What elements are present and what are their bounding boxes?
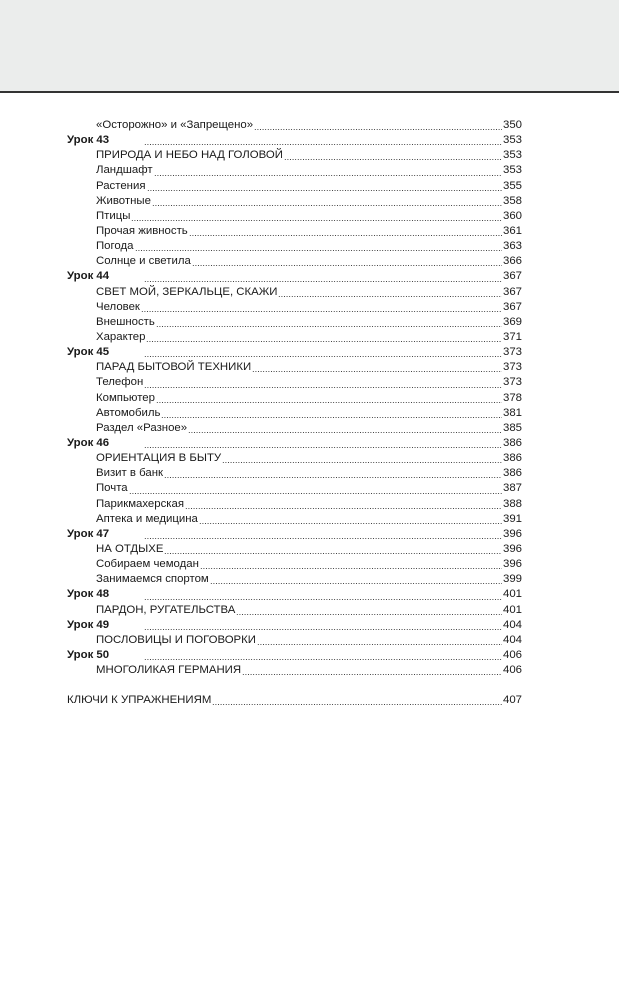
dot-leader xyxy=(156,326,502,327)
toc-page-number: 399 xyxy=(502,573,522,586)
toc-entry-title: Визит в банк xyxy=(96,467,164,480)
toc-page-number: 373 xyxy=(502,376,522,389)
toc-lesson-row xyxy=(67,527,522,542)
toc-entry-row xyxy=(67,406,522,421)
toc-entry-row xyxy=(67,572,522,587)
toc-page-number: 367 xyxy=(502,270,522,283)
toc-entry-row xyxy=(67,209,522,224)
toc-entry-title: Аптека и медицина xyxy=(96,512,198,525)
dot-leader xyxy=(185,508,502,509)
toc-entry-row xyxy=(67,224,522,239)
toc-page-number: 401 xyxy=(502,588,522,601)
toc-entry-title: Птицы xyxy=(96,209,131,222)
dot-leader xyxy=(144,538,502,539)
toc-entry-row xyxy=(67,360,522,375)
dot-leader xyxy=(161,417,502,418)
lesson-heading: Урок 50 xyxy=(67,648,110,661)
toc-entry-row xyxy=(67,285,522,300)
toc-entry-row xyxy=(67,179,522,194)
toc-entry-title: КЛЮЧИ К УПРАЖНЕНИЯМ xyxy=(67,694,212,707)
toc-entry-title: Растения xyxy=(96,179,146,192)
toc-page-number: 386 xyxy=(502,467,522,480)
toc-entry-row xyxy=(67,315,522,330)
toc-entry-row xyxy=(67,481,522,496)
dot-leader xyxy=(147,190,502,191)
lesson-heading: Урок 48 xyxy=(67,588,110,601)
toc-entry-title: Автомобиль xyxy=(96,406,161,419)
toc-page-number: 381 xyxy=(502,406,522,419)
dot-leader xyxy=(254,129,502,130)
toc-entry-row xyxy=(67,421,522,436)
toc-entry-row xyxy=(67,603,522,618)
lesson-heading: Урок 46 xyxy=(67,436,110,449)
dot-leader xyxy=(199,523,502,524)
toc-page-number: 391 xyxy=(502,512,522,525)
toc-page-number: 367 xyxy=(502,285,522,298)
toc-page-number: 353 xyxy=(502,149,522,162)
dot-leader xyxy=(212,704,502,705)
toc-entry-row xyxy=(67,497,522,512)
toc-entry-title: Прочая живность xyxy=(96,224,188,237)
toc-entry-row xyxy=(67,239,522,254)
toc-entry-title: Ландшафт xyxy=(96,164,153,177)
dot-leader xyxy=(284,159,502,160)
toc-page-number: 387 xyxy=(502,482,522,495)
dot-leader xyxy=(144,281,502,282)
toc-entry-row xyxy=(67,451,522,466)
toc-page-number: 401 xyxy=(502,603,522,616)
toc-page-number: 388 xyxy=(502,497,522,510)
dot-leader xyxy=(135,250,502,251)
dot-leader xyxy=(222,462,502,463)
toc-entry-row xyxy=(67,148,522,163)
lesson-heading: Урок 45 xyxy=(67,346,110,359)
toc-entry-title: Почта xyxy=(96,482,128,495)
dot-leader xyxy=(252,371,502,372)
toc-entry-title: «Осторожно» и «Запрещено» xyxy=(96,119,254,131)
toc-lesson-row xyxy=(67,345,522,360)
table-of-contents xyxy=(67,118,522,708)
dot-leader xyxy=(144,599,502,600)
toc-entry-row xyxy=(67,693,522,708)
dot-leader xyxy=(144,387,502,388)
toc-page-number: 396 xyxy=(502,542,522,555)
toc-page-number: 350 xyxy=(502,119,522,131)
toc-entry-title: НА ОТДЫХЕ xyxy=(96,542,164,555)
toc-lesson-row xyxy=(67,587,522,602)
dot-leader xyxy=(131,220,502,221)
toc-page-number: 369 xyxy=(502,315,522,328)
toc-page-number: 371 xyxy=(502,330,522,343)
toc-page-number: 385 xyxy=(502,421,522,434)
toc-entry-title: ОРИЕНТАЦИЯ В БЫТУ xyxy=(96,452,222,465)
toc-entry-row xyxy=(67,375,522,390)
dot-leader xyxy=(144,356,502,357)
toc-page-number: 367 xyxy=(502,300,522,313)
toc-entry-title: ПРИРОДА И НЕБО НАД ГОЛОВОЙ xyxy=(96,149,283,162)
dot-leader xyxy=(257,644,502,645)
dot-leader xyxy=(152,205,502,206)
toc-entry-row xyxy=(67,391,522,406)
dot-leader xyxy=(210,583,502,584)
toc-page-number: 361 xyxy=(502,224,522,237)
toc-entry-row xyxy=(67,512,522,527)
dot-leader xyxy=(144,659,502,660)
toc-entry-title: ПОСЛОВИЦЫ И ПОГОВОРКИ xyxy=(96,633,256,646)
dot-leader xyxy=(242,674,502,675)
dot-leader xyxy=(146,341,502,342)
toc-lesson-row xyxy=(67,436,522,451)
toc-entry-title: ПАРДОН, РУГАТЕЛЬСТВА xyxy=(96,603,236,616)
toc-entry-row xyxy=(67,300,522,315)
toc-entry-row xyxy=(67,118,522,133)
toc-entry-title: Внешность xyxy=(96,315,155,328)
toc-entry-title: Погода xyxy=(96,240,134,253)
toc-entry-title: Парикмахерская xyxy=(96,497,185,510)
dot-leader xyxy=(154,175,502,176)
dot-leader xyxy=(144,144,502,145)
dot-leader xyxy=(144,447,502,448)
toc-page-number: 373 xyxy=(502,346,522,359)
toc-entry-title: Человек xyxy=(96,300,140,313)
dot-leader xyxy=(129,493,502,494)
toc-entry-row xyxy=(67,663,522,678)
dot-leader xyxy=(164,477,502,478)
dot-leader xyxy=(141,311,502,312)
page-header-band xyxy=(0,0,619,93)
toc-page-number: 386 xyxy=(502,436,522,449)
toc-entry-title: Характер xyxy=(96,330,146,343)
toc-entry-title: ПАРАД БЫТОВОЙ ТЕХНИКИ xyxy=(96,361,252,374)
toc-entry-title: Собираем чемодан xyxy=(96,558,199,571)
toc-page-number: 358 xyxy=(502,194,522,207)
toc-lesson-row xyxy=(67,648,522,663)
dot-leader xyxy=(164,553,502,554)
lesson-heading: Урок 44 xyxy=(67,270,110,283)
toc-entry-row xyxy=(67,194,522,209)
toc-entry-row xyxy=(67,466,522,481)
dot-leader xyxy=(189,235,502,236)
toc-page-number: 363 xyxy=(502,240,522,253)
lesson-heading: Урок 49 xyxy=(67,618,110,631)
toc-lesson-row xyxy=(67,618,522,633)
dot-leader xyxy=(188,432,502,433)
toc-entry-title: Занимаемся спортом xyxy=(96,573,209,586)
toc-page-number: 407 xyxy=(502,694,522,707)
toc-lesson-row xyxy=(67,269,522,284)
toc-page-number: 353 xyxy=(502,164,522,177)
toc-entry-row xyxy=(67,163,522,178)
toc-entry-row xyxy=(67,542,522,557)
toc-entry-title: СВЕТ МОЙ, ЗЕРКАЛЬЦЕ, СКАЖИ xyxy=(96,285,278,298)
lesson-heading: Урок 43 xyxy=(67,134,110,147)
toc-entry-title: Животные xyxy=(96,194,151,207)
toc-entry-row xyxy=(67,254,522,269)
toc-entry-row xyxy=(67,557,522,572)
toc-entry-row xyxy=(67,330,522,345)
toc-page-number: 396 xyxy=(502,558,522,571)
toc-page-number: 366 xyxy=(502,255,522,268)
toc-page-number: 406 xyxy=(502,664,522,677)
dot-leader xyxy=(236,614,502,615)
toc-entry-title: МНОГОЛИКАЯ ГЕРМАНИЯ xyxy=(96,664,242,677)
toc-page-number: 355 xyxy=(502,179,522,192)
dot-leader xyxy=(156,402,502,403)
toc-entry-title: Солнце и светила xyxy=(96,255,191,268)
toc-page-number: 386 xyxy=(502,452,522,465)
toc-entry-title: Раздел «Разное» xyxy=(96,421,188,434)
toc-page-number: 404 xyxy=(502,618,522,631)
toc-entry-title: Телефон xyxy=(96,376,144,389)
toc-lesson-row xyxy=(67,133,522,148)
toc-page-number: 404 xyxy=(502,633,522,646)
dot-leader xyxy=(192,265,502,266)
dot-leader xyxy=(278,296,502,297)
dot-leader xyxy=(144,629,502,630)
toc-page-number: 360 xyxy=(502,209,522,222)
toc-entry-row xyxy=(67,633,522,648)
toc-page-number: 396 xyxy=(502,527,522,540)
dot-leader xyxy=(200,568,502,569)
toc-page-number: 353 xyxy=(502,134,522,147)
lesson-heading: Урок 47 xyxy=(67,527,110,540)
toc-page-number: 373 xyxy=(502,361,522,374)
toc-entry-title: Компьютер xyxy=(96,391,155,404)
toc-page-number: 378 xyxy=(502,391,522,404)
toc-page-number: 406 xyxy=(502,648,522,661)
